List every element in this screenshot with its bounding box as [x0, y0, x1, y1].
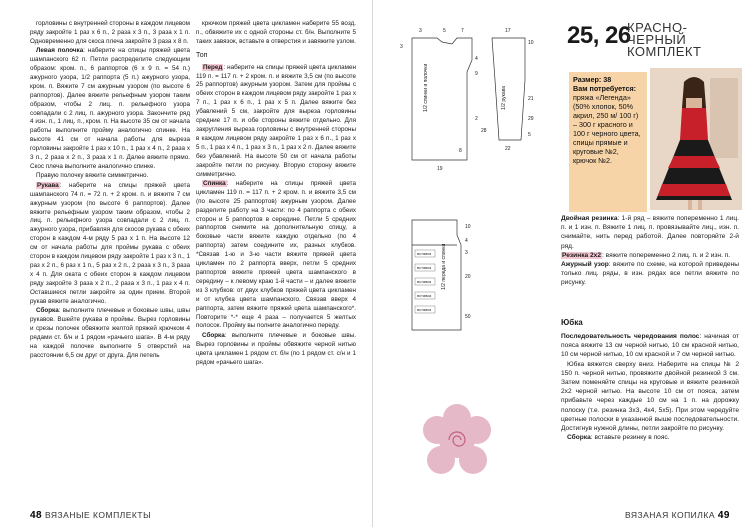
dim-7: 2 [475, 116, 478, 122]
sleeves-label: Рукава [37, 181, 59, 189]
label-half-front: 1/2 переда и спинки [441, 243, 447, 290]
col1-p4: Рукава: наберите на спицы пряжей цвета шампанского 74 п. = 72 п. + 2 кром. п. и вяжите 7 см ажурным узором (по высоте 6 раппортов). Далее вяжите рельефным узором таким образом, чтобы 2 лиц. п. рельефного узора совпадали с 2 лиц. п. ажурного узора, прибавляя для скосов рукава с обеих сторон в каждом 4-м ряду 5 раз х 1 п. На высоте 12 см от начала работы для проймы рукава с обеих сторон в каждом лицевом ряду закройте 1 раз х 3 п., 1 раз х 2 п., 6 раз х 1 п., 5 раз х 2 п., 2 раза х 3 п., 3 раза х 4 п. Для оката с обеих сторон в каждом лицевом ряду закройте 3 раза х 2 п., 2 раза х 3 п., 1 раз х 4 п. Оставшиеся петли закройте за один прием. Второй рукав вяжите аналогично. [30, 181, 191, 305]
section-top: Топ [196, 51, 208, 59]
stripe-sequence: Последовательность чередования полос: начиная от пояса вяжите 13 см черной нитью, 10 см красной нитью, 10 см черной нитью, 10 см красной и 7 см черной нитью. [561, 333, 739, 359]
project-name: КРАСНО- ЧЕРНЫЙ КОМПЛЕКТ [627, 20, 702, 59]
dim-b3: 3 [465, 250, 468, 256]
dim-16: 22 [505, 146, 511, 152]
skirt-body: Юбка вяжется сверху вниз. Наберите на спицы № 2 150 п. черной нитью, провяжите двойной резинкой 3 см. Затем поменяйте спицы на круговые и вяжите резинкой 2х2 черной нитью. На высоте 10 см от пояса, затем прибавьте через каждые 10 см на 1 п. на дорожку полоску (т.е. резинка 3х3, 4х4, 5х5). При этом чередуйте цветные полоски в указанной выше последовательности. Достигнув нужной длины, петли закройте по рисунку. [561, 360, 739, 433]
flower-motif [423, 404, 491, 474]
project-number: 25, 26 [567, 22, 631, 49]
col1-p2: Левая полочка: наберите на спицы пряжей цвета шампанского 62 п. Петли распределите следующим образом: кром. п., 6 раппортов (6 х 9 п. = 54 п.) ажурного узора, 1/2 раппорта (5 п.) ажурного узора, кром. п. Вяжите 7 см ажурным узором (по высоте 6 раппортов). Далее вяжите рельефным узором таким образом, чтобы 2 лиц. п. рельефного узора совпадали с 2 лиц. п. ажурного узора. Закончите ряд 4 изн. п., 1 лиц. п., кром. п. На высоте 35 см от начала работы выполните пройму аналогично спинке. На высоте 41 см от начала работы для выреза горловины закройте 1 раз х 10 п., 1 раз х 4 п., 2 раза х 3 п., 2 раза х 2 п., 3 раза х 1 п. Далее вяжите прямо. Скос плеча выполните аналогично спинке. [30, 47, 190, 170]
rib-2x2: Резинка 2х2: вяжите попеременно 2 лиц. п. и 2 изн. п. [562, 251, 731, 259]
sleeve-piece-outline [492, 38, 525, 140]
dim-15: 5 [528, 132, 531, 138]
col1-p3: Правую полочку вяжите симметрично. [36, 172, 149, 180]
insert-label-2: вставка [417, 265, 432, 270]
left-page [0, 0, 373, 527]
materials-text: пряжа «Легенда» (50% хлопок, 50% акрил, 250 м/ 100 г) – 300 г красного и 100 г черного цвета, спицы прямые и круговые №2, крючок №2. [573, 93, 641, 165]
model-illustration [650, 68, 742, 210]
dim-12: 10 [528, 40, 534, 46]
skirt-assembly: Сборка: вставьте резинку в пояс. [567, 434, 670, 442]
page-number-left: 48 [30, 510, 43, 521]
dim-9: 28 [481, 128, 487, 134]
section-skirt: Юбка [561, 318, 583, 327]
materials-box [569, 72, 647, 212]
dim-1: 3 [400, 44, 403, 50]
project-title [565, 20, 735, 68]
dim-b5: 50 [465, 314, 471, 320]
dim-6: 9 [475, 71, 478, 77]
col2-p2: Перед: наберите на спицы пряжей цвета цикламен 119 п. = 117 п. + 2 кром. п. и вяжите 3,5 см (по высоте 25 раппортов) ажурным узором. Затем для проймы с обеих сторон в каждом лицевом ряду закройте 1 раз х 7 п., 1 раз х 6 п., 1 раз х 5 п. Далее вяжите без убавлений 5 см, закройте для выреза горловины средние 17 п. и обе стороны вяжите отдельно. Для закругления выреза горловины с внутренней стороны в каждом лицевом ряду закройте 1 раз х 6 п., 1 раз х 5 п., 1 раз х 4 п., 1 раз х 3 п., 1 раз х 2 п. Далее вяжите без убавлений. На высоте 50 см от начала работы закройте петли по рисунку. Вторую сторону вяжите симметрично. [196, 63, 356, 178]
skirt-instructions [561, 332, 739, 442]
back-label: Спинка [203, 179, 226, 187]
dim-11: 17 [505, 28, 511, 34]
left-shelf-label: Левая полочка [36, 47, 84, 55]
dim-b1: 10 [465, 224, 471, 230]
dim-3: 5 [443, 28, 446, 34]
dim-b4: 20 [465, 274, 471, 280]
col2-p3: Спинка: наберите на спицы пряжей цвета цикламен 119 п. = 117 п. + 2 кром. п. и вяжите 3,5 см (по высоте 25 раппортов) ажурным узором. Далее разделите работу на 3 части: по 4 раппорта с обеих сторон и 5 раппортов в середине. Петли 5 средних раппортов снимите на дополнительную спицу, а боковые части вяжите каждую отдельно (по 4 раппорта) затем соедините их, разных клубков. *Связав 1-ю и 3-ю части вяжите пряжей цвета цикламен по 2 раппорта вверх, петли 5 средних раппортов вяжите пряжей цвета шампанского в середину – к левому краю 1-й части – и далее вяжите из 3 клубков: от двух клубков пряжей цвета цикламен и от клубка цвета шампанского. Связав вверх 4 раппорта, затем вяжите пряжей цвета шампанского*. Повторите *-* еще 4 раза – получается 5 желтых полосок. Пройму вы полните аналогично переду. [196, 179, 356, 330]
col2-p4: Сборка: выполните плечевые и боковые швы. Вырез горловины и проймы обвяжите черной нитью цвета цикламен 1 рядом ст. б/н (по 1 рядом ст. с/н и 1 рядом «рачьего шага». [196, 331, 356, 366]
col1-p5: Сборка: выполните плечевые и боковые швы, швы рукавов. Вшейте рукава в проймы. Вырез горловины и срезы полочек обвяжите желтой пряжей крючком 4 рядами ст. б/н и 1 рядом «рачьего шага». В 4-м ряду на каждой полочке выполните 5 отверстий на расстоянии 6,5 см друг от друга. Для петель [30, 307, 190, 359]
left-column-1 [30, 20, 190, 360]
insert-label-1: вставка [417, 251, 432, 256]
left-column-2 [196, 20, 356, 367]
col1-p1: горловины с внутренней стороны в каждом лицевом ряду закройте 1 раз х 6 п., 2 раза х 3 п., 3 раза х 1 п. Одновременно для скоса плеча закройте 3 раза х 8 п. [30, 20, 190, 45]
right-page [375, 0, 750, 527]
col2-p1: крючком пряжей цвета цикламен наберите 55 возд. п., обвяжите их с одной стороны ст. б/н. Выполните 5 таких завязок, вставьте в отверстия и завяжите узлом. [196, 20, 356, 45]
label-half-sleeve: 1/2 рукава [501, 85, 507, 110]
dim-14: 29 [528, 116, 534, 122]
label-half-back: 1/2 спинки и полочки [423, 63, 429, 112]
page-number-right: 49 [717, 510, 730, 521]
insert-label-5: вставка [417, 307, 432, 312]
dim-4: 7 [461, 28, 464, 34]
double-rib: Двойная резинка: 1-й ряд – вяжите попеременно 1 лиц. п. и 1 изн. п. Вяжите 1 лиц. п. провязывайте лиц., изн. п. снимайте, нить перед работой. Далее повторяйте 2-й ряд. [561, 215, 739, 250]
pattern-instructions [561, 214, 739, 288]
dim-13: 21 [528, 96, 534, 102]
dim-10: 19 [437, 166, 443, 172]
section-name-left: ВЯЗАНЫЕ КОМПЛЕКТЫ [45, 510, 152, 520]
section-name-right: ВЯЗАНАЯ КОПИЛКА [624, 510, 715, 520]
pattern-schematics [397, 20, 557, 490]
dim-2: 3 [419, 28, 422, 34]
body-piece-outline [412, 38, 472, 160]
dim-8: 8 [459, 148, 462, 154]
materials-label: Вам потребуется: [573, 84, 637, 93]
footer-left [30, 510, 151, 521]
size-label: Размер: 38 [573, 75, 612, 84]
front-label: Перед [203, 63, 223, 71]
assembly-label: Сборка [36, 307, 59, 314]
lace-pattern: Ажурный узор: вяжите по схеме, на которой приведены только лиц. ряды, в изн. рядах все петли вяжите по рисунку. [561, 261, 739, 287]
assembly-label-2: Сборка [202, 331, 225, 339]
insert-label-4: вставка [417, 293, 432, 298]
dim-b2: 4 [465, 238, 468, 244]
model-photo [650, 68, 742, 210]
dim-5: 4 [475, 56, 478, 62]
insert-label-3: вставка [417, 279, 432, 284]
top-piece-outline [412, 220, 461, 330]
footer-right [625, 510, 730, 521]
